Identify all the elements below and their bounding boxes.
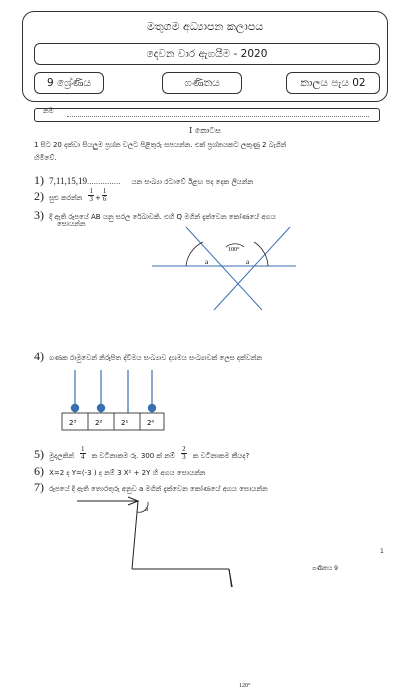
abacus-bead (97, 404, 105, 412)
instruction-line-2: හිමිවේ. (34, 154, 57, 162)
question-2: 2) සුළු කරන්න $\frac{1}{3}$ + $\frac{1}{6}$ (34, 187, 107, 203)
question-4: 4) ගණක රාමුවෙන් නිරූපිත ද්විමය සංඛ්‍යාව දශමය සංඛ්‍යාවක් ලෙස දක්වන්න (34, 349, 263, 363)
subject-label: ගණිතය (184, 77, 220, 89)
question-1: 1) 7,11,15,19............... යන සංඛ්‍යා රටාවේ ඊළඟ පද දෙක ලියන්න (34, 173, 254, 187)
abacus-bead (71, 404, 79, 412)
exam-title: දෙවන වාර ඇගයීම - 2020 (146, 48, 268, 60)
transversal-1 (186, 227, 262, 310)
name-label: නම (43, 107, 54, 115)
grade-label: 9 ශ්‍රේණිය (46, 77, 92, 89)
abacus-label-1: 2³ (69, 419, 77, 427)
question-3: 3) දී ඇති රූපයේ AB යනු සරල රේඛාවකි. එහි Q මගින් දැක්වෙන කෝණයේ අගය (34, 208, 276, 222)
fraction-one-third: $\frac{1}{3}$ (89, 187, 93, 203)
q3-a-left: a (205, 258, 209, 266)
q3-angle-label: 100° (228, 247, 240, 253)
q3-a-right: a (246, 258, 250, 266)
transversal-2 (214, 227, 290, 310)
page-number: 1 (380, 548, 384, 555)
abacus-label-2: 2² (95, 419, 103, 427)
q7-angle-label: 120° (239, 683, 251, 689)
instruction-line-1: 1 සිට 20 දක්වා සියලුම ප්‍රශ්න වලට පිළිතුරු සපයන්න. එක් ප්‍රශ්නයකට ලකුණු 2 බැගින් (34, 141, 287, 149)
footer-subject: ගණිතය 9 (312, 565, 338, 572)
abacus-beads (71, 404, 156, 412)
fraction-one-sixth: $\frac{1}{6}$ (102, 187, 107, 203)
question-3-line-2: සොයන්න (57, 220, 86, 228)
abacus-label-3: 2¹ (121, 419, 129, 427)
zone-title: මතුගම අධ්‍යාපන කලාපය (146, 20, 264, 33)
question-5: 5) මුදලකින් $\frac{1}{4}$ ක වටිනාකම රු. 300 ක් නම් $\frac{2}{3}$ ක වටිනාකම කීයද? (34, 445, 250, 461)
section-heading: I කොටස (189, 126, 221, 135)
question-6: 6) X=2 ද Y=(-3 ) ද නම් 3 X² + 2Y හි අගය සොයන්න (34, 464, 206, 478)
time-label: කාලය පැය 02 (300, 77, 366, 89)
abacus-label-4: 2⁰ (147, 419, 155, 427)
q7-diagram (77, 497, 312, 587)
q3-arc-left (186, 242, 203, 266)
abacus-bead (148, 404, 156, 412)
q3-diagram (152, 227, 296, 310)
q7-a-label: a (145, 505, 149, 513)
abacus (75, 370, 152, 413)
question-7: 7) රූපයේ දී ඇති තොරතුරු අනුව a මගින් දැක්වෙන කෝණයේ අගය සොයන්න (34, 480, 268, 494)
